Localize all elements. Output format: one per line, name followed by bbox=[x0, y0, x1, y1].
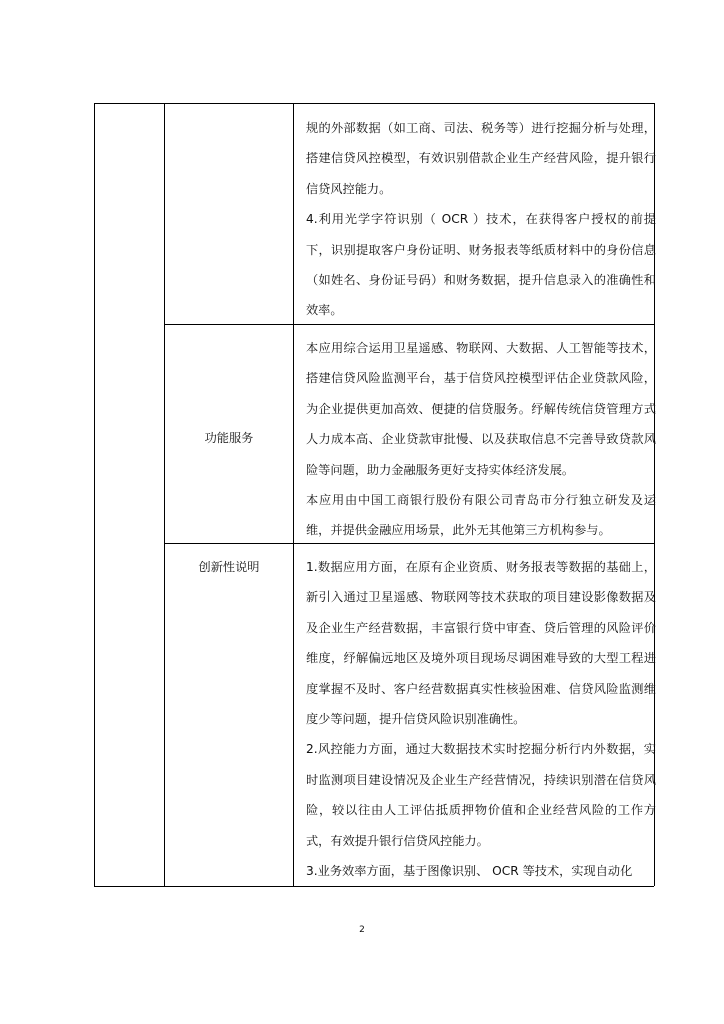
paragraph: 本应用综合运用卫星遥感、物联网、大数据、人工智能等技术，搭建信贷风险监测平台，基于信贷风控模型评估企业贷款风险，为企业提供更加高效、便捷的信贷服务。纾解传统信贷管理方式人力成本高、企业贷款审批慢、以及获取信息不完善导致贷款风险等问题，助力金融服务更好支持实体经济发展。 bbox=[306, 341, 656, 477]
table-border-left bbox=[94, 103, 95, 886]
paragraph: 本应用由中国工商银行股份有限公司青岛市分行独立研发及运维，并提供金融应用场景，此外无其他第三方机构参与。 bbox=[306, 493, 656, 538]
table-cell-content bbox=[306, 113, 656, 326]
paragraph: 3.业务效率方面，基于图像识别、 OCR 等技术，实现自动化 bbox=[306, 864, 633, 879]
paragraph: 1.数据应用方面，在原有企业资质、财务报表等数据的基础上，新引入通过卫星遥感、物联网等技术获取的项目建设影像数据及及企业生产经营数据，丰富银行贷中审查、贷后管理的风险评价维度，纾解偏远地区及境外项目现场尽调困难导致的大型工程进度掌握不及时、客户经营数据真实性核验困难、信贷风险监测维度少等问题，提升信贷风险识别准确性。 bbox=[306, 560, 656, 727]
table-divider-col2 bbox=[293, 103, 294, 886]
table-cell-content bbox=[306, 552, 656, 886]
table-border-top bbox=[94, 103, 654, 104]
row-label: 功能服务 bbox=[204, 431, 254, 445]
content-table bbox=[94, 103, 654, 886]
table-divider-col1 bbox=[164, 103, 165, 886]
paragraph: 4.利用光学字符识别（ OCR ）技术，在获得客户授权的前提下，识别提取客户身份证明、财务报表等纸质材料中的身份信息（如姓名、身份证号码）和财务数据，提升信息录入的准确性和效率。 bbox=[306, 212, 656, 318]
table-cell-content bbox=[306, 333, 656, 546]
paragraph: 规的外部数据（如工商、司法、税务等）进行挖掘分析与处理，搭建信贷风控模型，有效识别借款企业生产经营风险，提升银行信贷风控能力。 bbox=[306, 121, 656, 196]
row-label: 创新性说明 bbox=[198, 560, 260, 574]
paragraph: 2.风控能力方面，通过大数据技术实时挖掘分析行内外数据，实时监测项目建设情况及企业生产经营情况，持续识别潜在信贷风险，较以往由人工评估抵质押物价值和企业经营风险的工作方式，有效提升银行信贷风控能力。 bbox=[306, 742, 656, 848]
page-number: 2 bbox=[359, 925, 365, 935]
